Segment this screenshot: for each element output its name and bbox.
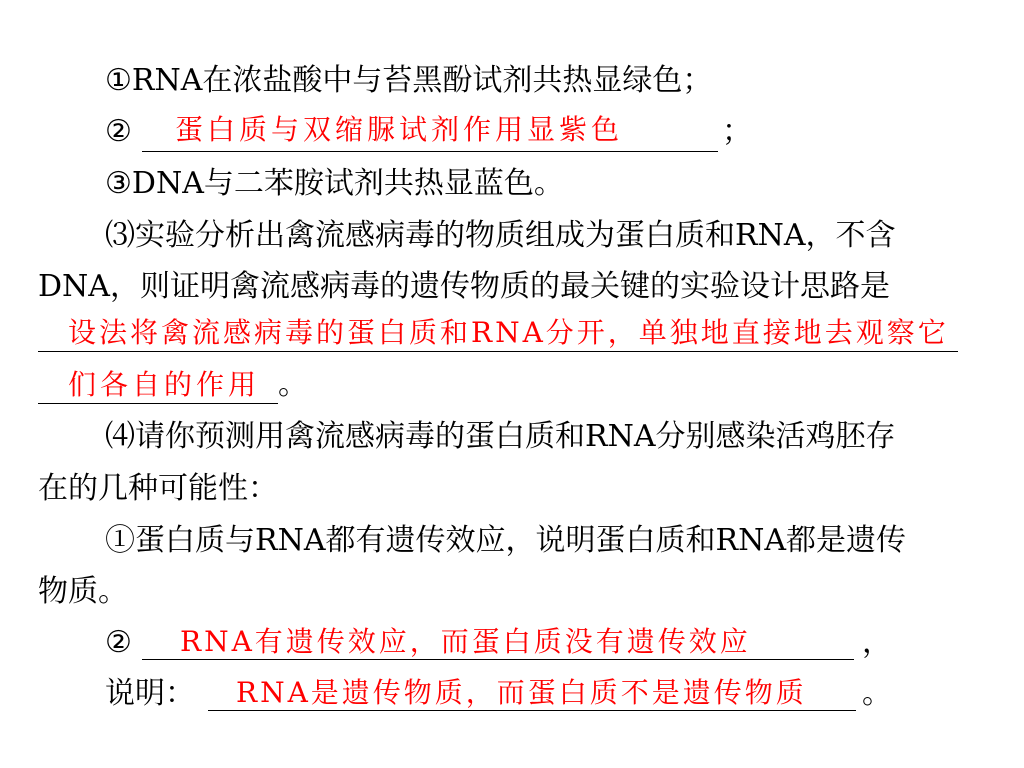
line-1: ①RNA在浓盐酸中与苔黑酚试剂共热显绿色； <box>105 63 713 98</box>
line-3: ③DNA与二苯胺试剂共热显蓝色。 <box>105 166 564 201</box>
answer-12: RNA有遗传效应，而蛋白质没有遗传效应 <box>180 625 751 658</box>
line-12-prefix: ② <box>105 625 132 660</box>
line-7-suffix: 。 <box>278 367 308 402</box>
answer-2: 蛋白质与双缩脲试剂作用显紫色 <box>175 113 624 146</box>
line-9: 在的几种可能性： <box>38 471 278 506</box>
line-11: 物质。 <box>38 574 128 609</box>
answer-13: RNA是遗传物质，而蛋白质不是遗传物质 <box>236 676 807 709</box>
line-13-prefix: 说明： <box>105 676 195 711</box>
line-4: ⑶实验分析出禽流感病毒的物质组成为蛋白质和RNA，不含 <box>105 218 896 253</box>
line-8: ⑷请你预测用禽流感病毒的蛋白质和RNA分别感染活鸡胚存 <box>105 419 896 454</box>
line-5: DNA，则证明禽流感病毒的遗传物质的最关键的实验设计思路是 <box>38 269 890 304</box>
line-10: ①蛋白质与RNA都有遗传效应，说明蛋白质和RNA都是遗传 <box>105 523 907 558</box>
line-12-suffix: ， <box>862 625 892 660</box>
line-2-prefix: ② <box>105 114 132 149</box>
line-13-suffix: 。 <box>862 676 892 711</box>
answer-6: 设法将禽流感病毒的蛋白质和RNA分开，单独地直接地去观察它 <box>68 316 949 349</box>
answer-7: 们各自的作用 <box>68 368 261 401</box>
line-2-suffix: ； <box>722 114 752 149</box>
